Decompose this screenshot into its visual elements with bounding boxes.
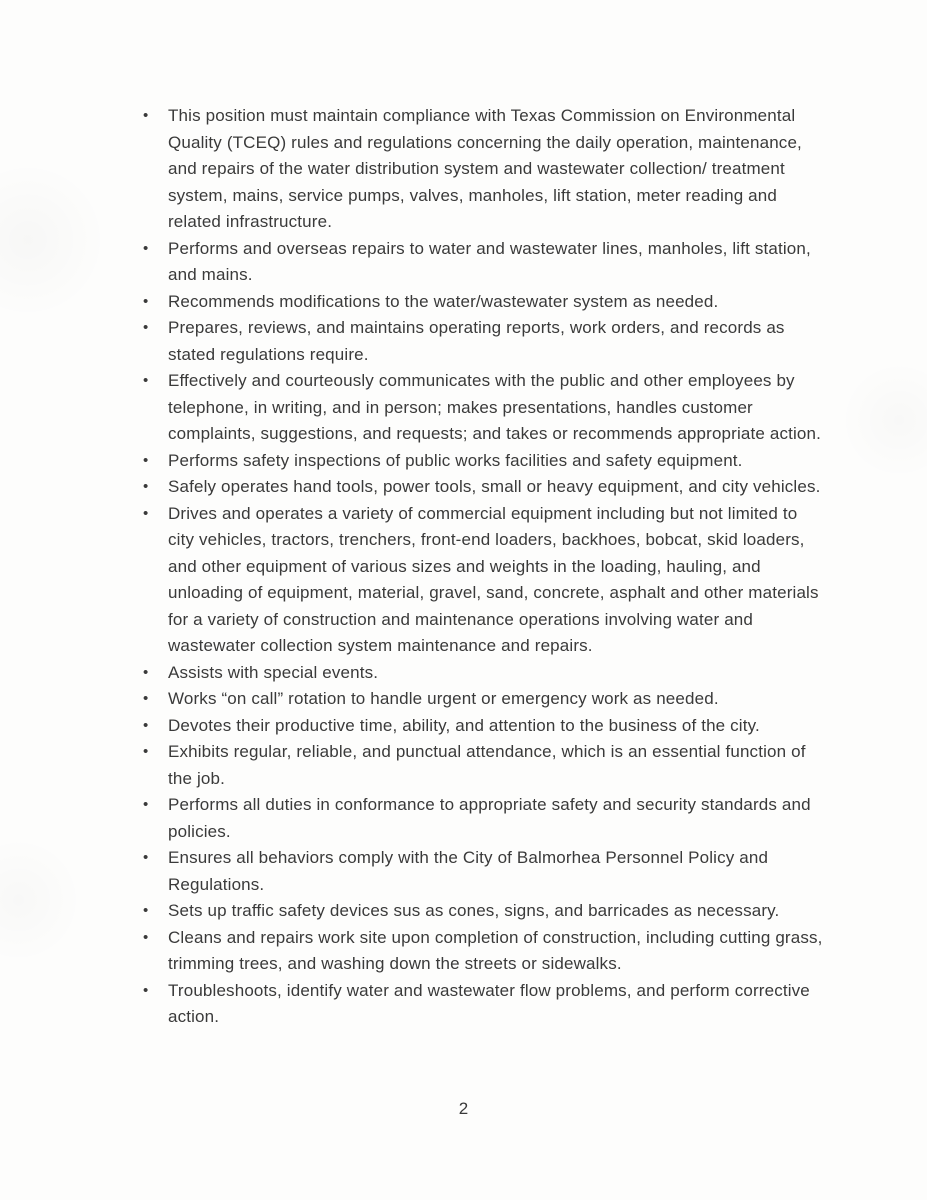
bullet-text: Ensures all behaviors comply with the City of Balmorhea Personnel Policy and Regulations.	[168, 848, 769, 894]
bullet-icon: •	[143, 372, 149, 389]
bullet-icon: •	[143, 663, 149, 681]
bullet-item	[143, 845, 827, 898]
bullet-icon: •	[143, 504, 149, 522]
bullet-icon: •	[143, 292, 149, 310]
bullet-item	[143, 474, 827, 501]
bullet-text: Recommends modifications to the water/wastewater system as needed.	[168, 291, 719, 311]
bullet-item	[143, 792, 827, 845]
bullet-text: Performs safety inspections of public works facilities and safety equipment.	[168, 450, 743, 470]
bullet-icon: •	[143, 981, 149, 999]
bullet-text: Devotes their productive time, ability, and attention to the business of the city.	[168, 715, 760, 735]
bullet-text: This position must maintain compliance with Texas Commission on Environmental Quality (TCEQ) rules and regulations concerning the daily operation, maintenance, and repairs of the water distribution system and wastewater collection/ treatment system, mains, service pumps, valves, manholes, lift station, meter reading and related infrastructure.	[168, 106, 802, 231]
page-body	[143, 103, 827, 1031]
bullet-text: Performs all duties in conformance to appropriate safety and security standards and policies.	[168, 795, 811, 841]
bullet-item	[143, 448, 827, 475]
bullet-item	[143, 236, 827, 289]
bullet-item	[143, 501, 827, 660]
bullet-item	[143, 368, 827, 448]
bullet-text: Works “on call” rotation to handle urgent or emergency work as needed.	[168, 689, 719, 708]
bullet-text: Performs and overseas repairs to water and wastewater lines, manholes, lift station, and mains.	[168, 238, 811, 284]
bullet-icon: •	[143, 478, 149, 495]
bullet-item	[143, 686, 827, 713]
bullet-text: Prepares, reviews, and maintains operating reports, work orders, and records as stated regulations require.	[168, 318, 785, 364]
bullet-text: Drives and operates a variety of commercial equipment including but not limited to city vehicles, tractors, trenchers, front-end loaders, backhoes, bobcat, skid loaders, and other equipment of various sizes and weights in the loading, hauling, and unloading of equipment, material, gravel, sand, concrete, asphalt and other materials for a variety of construction and maintenance operations involving water and wastewater collection system maintenance and repairs.	[168, 503, 819, 655]
bullet-item	[143, 315, 827, 368]
bullet-text: Exhibits regular, reliable, and punctual attendance, which is an essential function of the job.	[168, 742, 806, 788]
bullet-icon: •	[143, 451, 149, 469]
bullet-item	[143, 898, 827, 925]
bullet-text: Effectively and courteously communicates with the public and other employees by telephone, in writing, and in person; makes presentations, handles customer complaints, suggestions, and requests; and takes or recommends appropriate action.	[168, 371, 821, 443]
bullet-icon: •	[143, 690, 149, 707]
bullet-item	[143, 103, 827, 236]
bullet-icon: •	[143, 902, 149, 919]
bullet-icon: •	[143, 928, 149, 946]
bullet-text: Assists with special events.	[168, 662, 379, 682]
bullet-icon: •	[143, 107, 149, 124]
bullet-icon: •	[143, 796, 149, 813]
bullet-text: Cleans and repairs work site upon completion of construction, including cutting grass, trimming trees, and washing down the streets or sidewalks.	[168, 927, 823, 973]
page-number: 2	[458, 1099, 469, 1118]
bullet-icon: •	[143, 716, 149, 734]
duties-bullet-list	[143, 103, 827, 1031]
bullet-item	[143, 713, 827, 740]
bullet-icon: •	[143, 319, 149, 336]
bullet-text: Troubleshoots, identify water and wastewater flow problems, and perform corrective action.	[168, 980, 810, 1026]
bullet-item	[143, 289, 827, 316]
bullet-text: Safely operates hand tools, power tools, small or heavy equipment, and city vehicles.	[168, 477, 821, 496]
bullet-icon: •	[143, 239, 149, 257]
bullet-item	[143, 925, 827, 978]
bullet-item	[143, 978, 827, 1031]
bullet-icon: •	[143, 743, 149, 760]
bullet-item	[143, 739, 827, 792]
bullet-icon: •	[143, 849, 149, 866]
bullet-text: Sets up traffic safety devices sus as cones, signs, and barricades as necessary.	[168, 901, 780, 920]
bullet-item	[143, 660, 827, 687]
